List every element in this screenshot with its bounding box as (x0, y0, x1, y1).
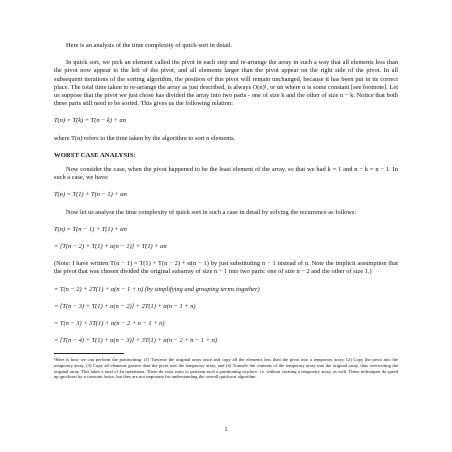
partition-paragraph: In quick sort, we pick an element called the pivot in each step and re-arrange the array in such a way that all elements less than the pivot now appear to the left of the pivot, and all elements larger than the pivot appear on the right side of the pivot. In all subsequent iterations of the sorting algorithm, the position of this pivot will remain unchanged, because it has been put in its correct place. The total time taken to re-arrange the array as just described, is always O(n)¹, or αn where α is some constant [see footnote]. Let us suppose that the pivot we just chose has divided the array into two parts - one of size k and the other of size n − k. Notice that both these parts still need to be sorted. This gives us the following relation: (54, 59, 398, 108)
recurrence-equation: T(n) = T(k) + T(n − k) + αn (54, 117, 127, 125)
solve-step-1: T(n) = T(n − 1) + T(1) + αn (54, 225, 127, 233)
solve-step-5: = T(n − 3) + 3T(1) + α(n − 2 + n − 1 + n) (54, 320, 165, 328)
solve-step-6: = [T(n − 4) + T(1) + α(n − 3)] + 3T(1) + α(n − 2 + n − 1 + n) (54, 337, 217, 345)
solve-step-3: = T(n − 2) + 2T(1) + α(n − 1 + n) (by simplifying and grouping terms together) (54, 285, 260, 293)
footnote: ¹Here is how we can perform the partitioning: (1) Traverse the original array once and copy all the elements less than the pivot into a temporary array, (2) Copy the pivot into the temporary array, (3) Copy all elements greater than the pivot into the temporary array, and (4) Transfer the contents of the temporary array into the original array, thus overwriting the original array. This takes a total of 4n operations. There do exist ways to perform such a partitioning in-place, i.e. without creating a temporary array, as well. These techniques do speed up quicksort by a constant factor, but they are not important for understanding the overall quicksort algorithm. (54, 357, 398, 380)
solve-step-2: = [T(n − 2) + T(1) + α(n − 1)] + T(1) + αn (54, 243, 167, 251)
worst-case-heading: WORST CASE ANALYSIS: (54, 151, 136, 159)
intro-paragraph: Here is an analysis of the time complexity of quick-sort in detail. (66, 42, 233, 49)
page-number: 1 (224, 426, 228, 433)
worst-case-equation: T(n) = T(1) + T(n − 1) + αn (54, 191, 127, 199)
definition-paragraph: where T(n) refers to the time taken by the algorithm to sort n elements. (54, 134, 236, 142)
worst-case-paragraph: Now consider the case, when the pivot happened to be the least element of the array, so that we had k = 1 and n − k = n − 1. In such a case, we have: (54, 166, 398, 182)
solve-step-4: = [T(n − 3) + T(1) + α(n − 2)] + 2T(1) + α(n − 1 + n) (54, 302, 196, 310)
analysis-paragraph: Now let us analyse the time complexity of quick sort in such a case in detail by solving the recurrence as follows: (66, 208, 357, 216)
note-paragraph: (Note: I have written T(n − 1) = T(1) + T(n − 2) + α(n − 1) by just substituting n − 1 instead of n. Note the implicit assumption that the pivot that was chosen divided the original subarray of size n − 1 into two parts: one of size n − 2 and the other of size 1.) (54, 260, 398, 276)
footnote-rule (54, 353, 124, 354)
